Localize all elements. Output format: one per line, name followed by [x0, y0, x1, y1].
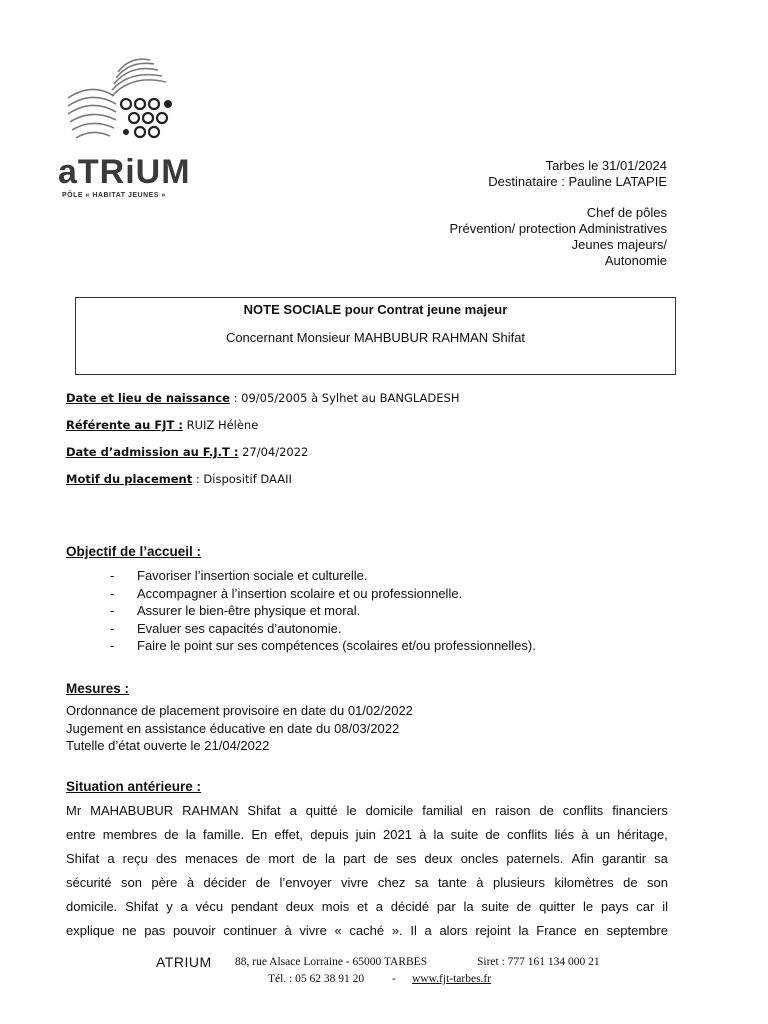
title-box: [75, 297, 676, 375]
mesure-line: Tutelle d’état ouverte le 21/04/2022: [66, 738, 270, 753]
situation-heading: Situation antérieure :: [66, 779, 202, 794]
place-date: Tarbes le 31/01/2024: [545, 158, 667, 173]
info-value: RUIZ Hélène: [186, 418, 259, 432]
info-value: 27/04/2022: [242, 445, 309, 459]
objectif-list: [110, 567, 536, 655]
role-line: Prévention/ protection Administratives: [449, 221, 667, 236]
info-label: Date d’admission au F.J.T :: [66, 445, 239, 459]
role-line: Autonomie: [604, 253, 667, 268]
info-label: Motif du placement: [66, 472, 193, 486]
footer-website-link[interactable]: www.fjt-tarbes.fr: [412, 973, 492, 985]
paragraph-line: domicile. Shifat y a vécu pendant deux mois et a décidé par la suite de quitter le pays car il: [66, 899, 668, 914]
info-label: Référente au FJT :: [66, 418, 183, 432]
paragraph-line: Mr MAHABUBUR RAHMAN Shifat a quitté le domicile familial en raison de conflits financiers: [66, 803, 668, 818]
footer-brand: ATRIUM: [156, 954, 212, 970]
info-separator: :: [229, 391, 242, 405]
info-line-birth: [66, 391, 460, 405]
atrium-logo: [58, 52, 190, 202]
info-value: 09/05/2005 à Sylhet au BANGLADESH: [241, 391, 460, 405]
document-title: NOTE SOCIALE pour Contrat jeune majeur: [243, 302, 508, 317]
footer-address: 88, rue Alsace Lorraine - 65000 TARBES: [235, 956, 428, 968]
info-line-admission: [66, 445, 308, 459]
document-subject: Concernant Monsieur MAHBUBUR RAHMAN Shifat: [225, 330, 526, 345]
list-item: - Faire le point sur ses compétences (scolaires et/ou professionnelles).: [110, 637, 536, 655]
info-line-referent: [66, 418, 258, 432]
mesures-heading: Mesures :: [66, 681, 130, 696]
list-item: - Accompagner à l’insertion scolaire et ou professionnelle.: [110, 585, 536, 603]
mesures-list: [66, 702, 413, 755]
logo-wordmark: aTRiUM: [58, 153, 191, 191]
logo-subtitle: PÔLE « HABITAT JEUNES »: [62, 192, 166, 199]
footer-separator: -: [392, 973, 396, 985]
info-label: Date et lieu de naissance: [66, 391, 230, 405]
header-recipient-block: [488, 158, 667, 190]
info-separator: :: [192, 472, 204, 486]
footer-phone: Tél. : 05 62 38 91 20: [268, 973, 365, 985]
paragraph-line: entre membres de la famille. En effet, depuis juin 2021 à la suite de conflits liés à un héritage,: [66, 827, 668, 842]
list-item: - Evaluer ses capacités d’autonomie.: [110, 620, 536, 638]
info-value: Dispositif DAAII: [203, 472, 292, 486]
logo-emblem-icon: [58, 52, 190, 152]
paragraph-line: sécurité son père à décider de l’envoyer vivre chez sa tante à plusieurs kilomètres de son: [66, 875, 668, 890]
mesure-line: Jugement en assistance éducative en date du 08/03/2022: [66, 720, 400, 736]
info-line-placement-reason: [66, 472, 292, 486]
paragraph-line: explique ne pas pouvoir continuer à vivre « caché ». Il a alors rejoint la France en septembre: [66, 923, 668, 938]
objectif-heading: Objectif de l’accueil :: [66, 544, 202, 559]
header-role-block: [450, 205, 668, 269]
list-item: - Assurer le bien-être physique et moral.: [110, 602, 536, 620]
footer-siret: Siret : 777 161 134 000 21: [477, 956, 600, 968]
list-item: - Favoriser l’insertion sociale et culturelle.: [110, 567, 536, 585]
recipient: Destinataire : Pauline LATAPIE: [488, 174, 667, 189]
situation-paragraph: [66, 799, 668, 943]
mesure-line: Ordonnance de placement provisoire en date du 01/02/2022: [66, 703, 413, 718]
paragraph-line: Shifat a reçu des menaces de mort de la part de ses deux oncles paternels. Afin garantir sa: [66, 851, 668, 866]
role-line: Jeunes majeurs/: [571, 237, 667, 252]
role-line: Chef de pôles: [586, 205, 667, 220]
